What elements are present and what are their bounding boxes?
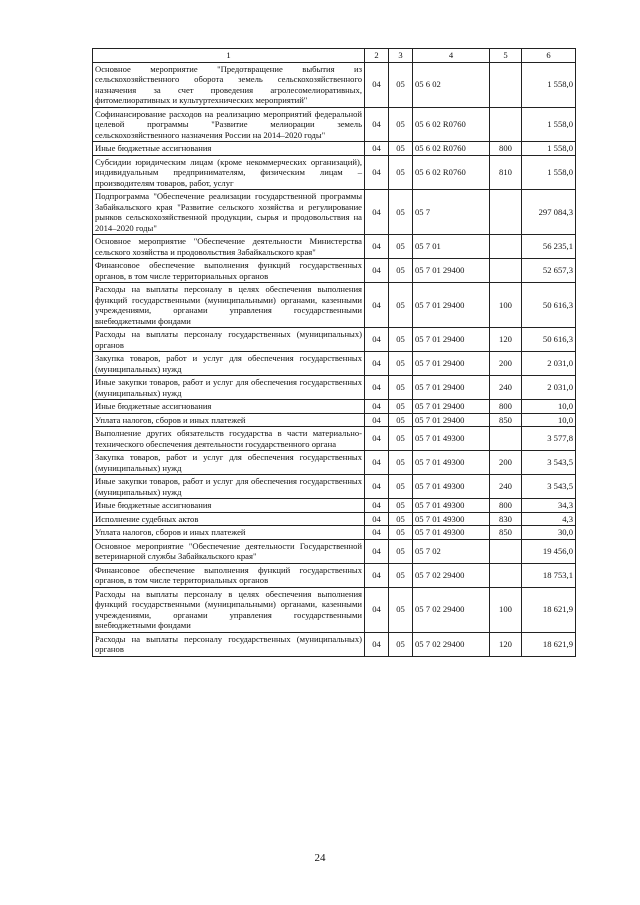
target-article-cell: 05 6 02 R0760 (413, 107, 490, 142)
expense-type-cell: 850 (490, 526, 522, 540)
section-cell: 04 (365, 235, 389, 259)
subsection-cell: 05 (389, 499, 413, 513)
target-article-cell: 05 7 01 (413, 235, 490, 259)
expense-type-cell: 120 (490, 328, 522, 352)
table-row (93, 400, 576, 414)
table-row (93, 142, 576, 156)
header-cell-4: 4 (413, 49, 490, 63)
description-cell: Расходы на выплаты персоналу в целях обеспечения выполнения функций государственными (муниципальными) органами, казенными учреждениями, органами управления государственными внебюджетными фондами (93, 587, 365, 632)
section-cell: 04 (365, 142, 389, 156)
target-article-cell: 05 7 02 (413, 539, 490, 563)
expense-type-cell (490, 539, 522, 563)
table-row (93, 587, 576, 632)
target-article-cell: 05 7 01 29400 (413, 413, 490, 427)
header-row (93, 49, 576, 63)
table-row (93, 107, 576, 142)
budget-table (92, 48, 576, 657)
expense-type-cell: 120 (490, 632, 522, 656)
target-article-cell: 05 7 (413, 190, 490, 235)
description-cell: Уплата налогов, сборов и иных платежей (93, 413, 365, 427)
description-cell: Закупка товаров, работ и услуг для обеспечения государственных (муниципальных) нужд (93, 451, 365, 475)
subsection-cell: 05 (389, 107, 413, 142)
target-article-cell: 05 7 01 49300 (413, 512, 490, 526)
description-cell: Субсидии юридическим лицам (кроме некоммерческих организаций), индивидуальным предпринимателям, физическим лицам – производителям товаров, работ, услуг (93, 155, 365, 190)
subsection-cell: 05 (389, 539, 413, 563)
expense-type-cell: 200 (490, 451, 522, 475)
table-row (93, 328, 576, 352)
description-cell: Расходы на выплаты персоналу государственных (муниципальных) органов (93, 328, 365, 352)
table-row (93, 190, 576, 235)
target-article-cell: 05 7 01 49300 (413, 427, 490, 451)
subsection-cell: 05 (389, 235, 413, 259)
amount-cell: 34,3 (522, 499, 576, 513)
expense-type-cell (490, 563, 522, 587)
amount-cell: 10,0 (522, 400, 576, 414)
section-cell: 04 (365, 328, 389, 352)
section-cell: 04 (365, 539, 389, 563)
target-article-cell: 05 7 01 49300 (413, 499, 490, 513)
expense-type-cell: 100 (490, 283, 522, 328)
description-cell: Финансовое обеспечение выполнения функций государственных органов, в том числе территориальных органов (93, 259, 365, 283)
header-cell-1: 1 (93, 49, 365, 63)
amount-cell: 50 616,3 (522, 283, 576, 328)
amount-cell: 3 577,8 (522, 427, 576, 451)
section-cell: 04 (365, 283, 389, 328)
subsection-cell: 05 (389, 563, 413, 587)
amount-cell: 4,3 (522, 512, 576, 526)
amount-cell: 1 558,0 (522, 107, 576, 142)
description-cell: Софинансирование расходов на реализацию мероприятий федеральной целевой программы "Развитие мелиорации земель сельскохозяйственного назначения России на 2014–2020 годы" (93, 107, 365, 142)
description-cell: Закупка товаров, работ и услуг для обеспечения государственных (муниципальных) нужд (93, 352, 365, 376)
target-article-cell: 05 7 01 49300 (413, 451, 490, 475)
subsection-cell: 05 (389, 475, 413, 499)
target-article-cell: 05 7 02 29400 (413, 587, 490, 632)
subsection-cell: 05 (389, 283, 413, 328)
description-cell: Уплата налогов, сборов и иных платежей (93, 526, 365, 540)
expense-type-cell: 830 (490, 512, 522, 526)
subsection-cell: 05 (389, 328, 413, 352)
description-cell: Иные закупки товаров, работ и услуг для обеспечения государственных (муниципальных) нужд (93, 475, 365, 499)
table-row (93, 539, 576, 563)
target-article-cell: 05 7 01 29400 (413, 376, 490, 400)
section-cell: 04 (365, 107, 389, 142)
section-cell: 04 (365, 427, 389, 451)
amount-cell: 3 543,5 (522, 451, 576, 475)
table-row (93, 512, 576, 526)
description-cell: Основное мероприятие "Обеспечение деятельности Министерства сельского хозяйства и продовольствия Забайкальского края" (93, 235, 365, 259)
header-cell-6: 6 (522, 49, 576, 63)
expense-type-cell (490, 259, 522, 283)
amount-cell: 3 543,5 (522, 475, 576, 499)
amount-cell: 1 558,0 (522, 62, 576, 107)
expense-type-cell: 800 (490, 400, 522, 414)
subsection-cell: 05 (389, 190, 413, 235)
target-article-cell: 05 7 01 49300 (413, 526, 490, 540)
subsection-cell: 05 (389, 400, 413, 414)
section-cell: 04 (365, 587, 389, 632)
amount-cell: 30,0 (522, 526, 576, 540)
section-cell: 04 (365, 499, 389, 513)
section-cell: 04 (365, 259, 389, 283)
target-article-cell: 05 7 01 29400 (413, 400, 490, 414)
table-row (93, 62, 576, 107)
expense-type-cell: 100 (490, 587, 522, 632)
description-cell: Иные закупки товаров, работ и услуг для обеспечения государственных (муниципальных) нужд (93, 376, 365, 400)
amount-cell: 19 456,0 (522, 539, 576, 563)
section-cell: 04 (365, 451, 389, 475)
expense-type-cell: 800 (490, 142, 522, 156)
amount-cell: 1 558,0 (522, 142, 576, 156)
description-cell: Основное мероприятие "Обеспечение деятельности Государственной ветеринарной службы Забайкальского края" (93, 539, 365, 563)
description-cell: Выполнение других обязательств государства в части материально-технического обеспечения деятельности государственного органа (93, 427, 365, 451)
subsection-cell: 05 (389, 526, 413, 540)
expense-type-cell (490, 190, 522, 235)
subsection-cell: 05 (389, 376, 413, 400)
target-article-cell: 05 6 02 (413, 62, 490, 107)
description-cell: Основное мероприятие "Предотвращение выбытия из сельскохозяйственного оборота земель сельскохозяйственного назначения за счет проведения агролесомелиоративных, фитомелиоративных и культуртехнических мероприятий" (93, 62, 365, 107)
description-cell: Иные бюджетные ассигнования (93, 142, 365, 156)
target-article-cell: 05 7 01 29400 (413, 283, 490, 328)
expense-type-cell (490, 235, 522, 259)
header-cell-2: 2 (365, 49, 389, 63)
amount-cell: 52 657,3 (522, 259, 576, 283)
target-article-cell: 05 7 01 29400 (413, 259, 490, 283)
amount-cell: 56 235,1 (522, 235, 576, 259)
section-cell: 04 (365, 400, 389, 414)
section-cell: 04 (365, 563, 389, 587)
amount-cell: 50 616,3 (522, 328, 576, 352)
subsection-cell: 05 (389, 512, 413, 526)
amount-cell: 10,0 (522, 413, 576, 427)
table-row (93, 235, 576, 259)
target-article-cell: 05 7 02 29400 (413, 563, 490, 587)
amount-cell: 18 621,9 (522, 587, 576, 632)
subsection-cell: 05 (389, 587, 413, 632)
target-article-cell: 05 7 02 29400 (413, 632, 490, 656)
subsection-cell: 05 (389, 259, 413, 283)
section-cell: 04 (365, 475, 389, 499)
amount-cell: 297 084,3 (522, 190, 576, 235)
subsection-cell: 05 (389, 142, 413, 156)
expense-type-cell: 240 (490, 475, 522, 499)
description-cell: Иные бюджетные ассигнования (93, 499, 365, 513)
expense-type-cell (490, 427, 522, 451)
subsection-cell: 05 (389, 632, 413, 656)
subsection-cell: 05 (389, 427, 413, 451)
expense-type-cell (490, 62, 522, 107)
page-number: 24 (314, 852, 326, 864)
section-cell: 04 (365, 413, 389, 427)
table-row (93, 563, 576, 587)
amount-cell: 18 753,1 (522, 563, 576, 587)
header-cell-5: 5 (490, 49, 522, 63)
expense-type-cell: 850 (490, 413, 522, 427)
table-row (93, 352, 576, 376)
header-cell-3: 3 (389, 49, 413, 63)
subsection-cell: 05 (389, 155, 413, 190)
table-body (93, 62, 576, 656)
table-header (93, 49, 576, 63)
expense-type-cell (490, 107, 522, 142)
table-row (93, 413, 576, 427)
target-article-cell: 05 7 01 29400 (413, 328, 490, 352)
target-article-cell: 05 6 02 R0760 (413, 155, 490, 190)
table-row (93, 427, 576, 451)
target-article-cell: 05 7 01 49300 (413, 475, 490, 499)
target-article-cell: 05 7 01 29400 (413, 352, 490, 376)
expense-type-cell: 200 (490, 352, 522, 376)
section-cell: 04 (365, 526, 389, 540)
target-article-cell: 05 6 02 R0760 (413, 142, 490, 156)
subsection-cell: 05 (389, 352, 413, 376)
table-row (93, 376, 576, 400)
amount-cell: 2 031,0 (522, 376, 576, 400)
table-row (93, 475, 576, 499)
table-row (93, 526, 576, 540)
amount-cell: 18 621,9 (522, 632, 576, 656)
table-row (93, 283, 576, 328)
section-cell: 04 (365, 155, 389, 190)
description-cell: Расходы на выплаты персоналу государственных (муниципальных) органов (93, 632, 365, 656)
section-cell: 04 (365, 632, 389, 656)
amount-cell: 1 558,0 (522, 155, 576, 190)
section-cell: 04 (365, 512, 389, 526)
description-cell: Исполнение судебных актов (93, 512, 365, 526)
subsection-cell: 05 (389, 413, 413, 427)
table-row (93, 155, 576, 190)
expense-type-cell: 810 (490, 155, 522, 190)
subsection-cell: 05 (389, 451, 413, 475)
table-row (93, 451, 576, 475)
description-cell: Расходы на выплаты персоналу в целях обеспечения выполнения функций государственными (муниципальными) органами, казенными учреждениями, органами управления государственными внебюджетными фондами (93, 283, 365, 328)
description-cell: Подпрограмма "Обеспечение реализации государственной программы Забайкальского края "Развитие сельского хозяйства и регулирование рынков сельскохозяйственной продукции, сырья и продовольствия на 2014–2020 годы" (93, 190, 365, 235)
expense-type-cell: 800 (490, 499, 522, 513)
description-cell: Иные бюджетные ассигнования (93, 400, 365, 414)
section-cell: 04 (365, 376, 389, 400)
expense-type-cell: 240 (490, 376, 522, 400)
subsection-cell: 05 (389, 62, 413, 107)
description-cell: Финансовое обеспечение выполнения функций государственных органов, в том числе территориальных органов (93, 563, 365, 587)
amount-cell: 2 031,0 (522, 352, 576, 376)
table-row (93, 632, 576, 656)
table-row (93, 259, 576, 283)
table-row (93, 499, 576, 513)
section-cell: 04 (365, 352, 389, 376)
section-cell: 04 (365, 62, 389, 107)
section-cell: 04 (365, 190, 389, 235)
